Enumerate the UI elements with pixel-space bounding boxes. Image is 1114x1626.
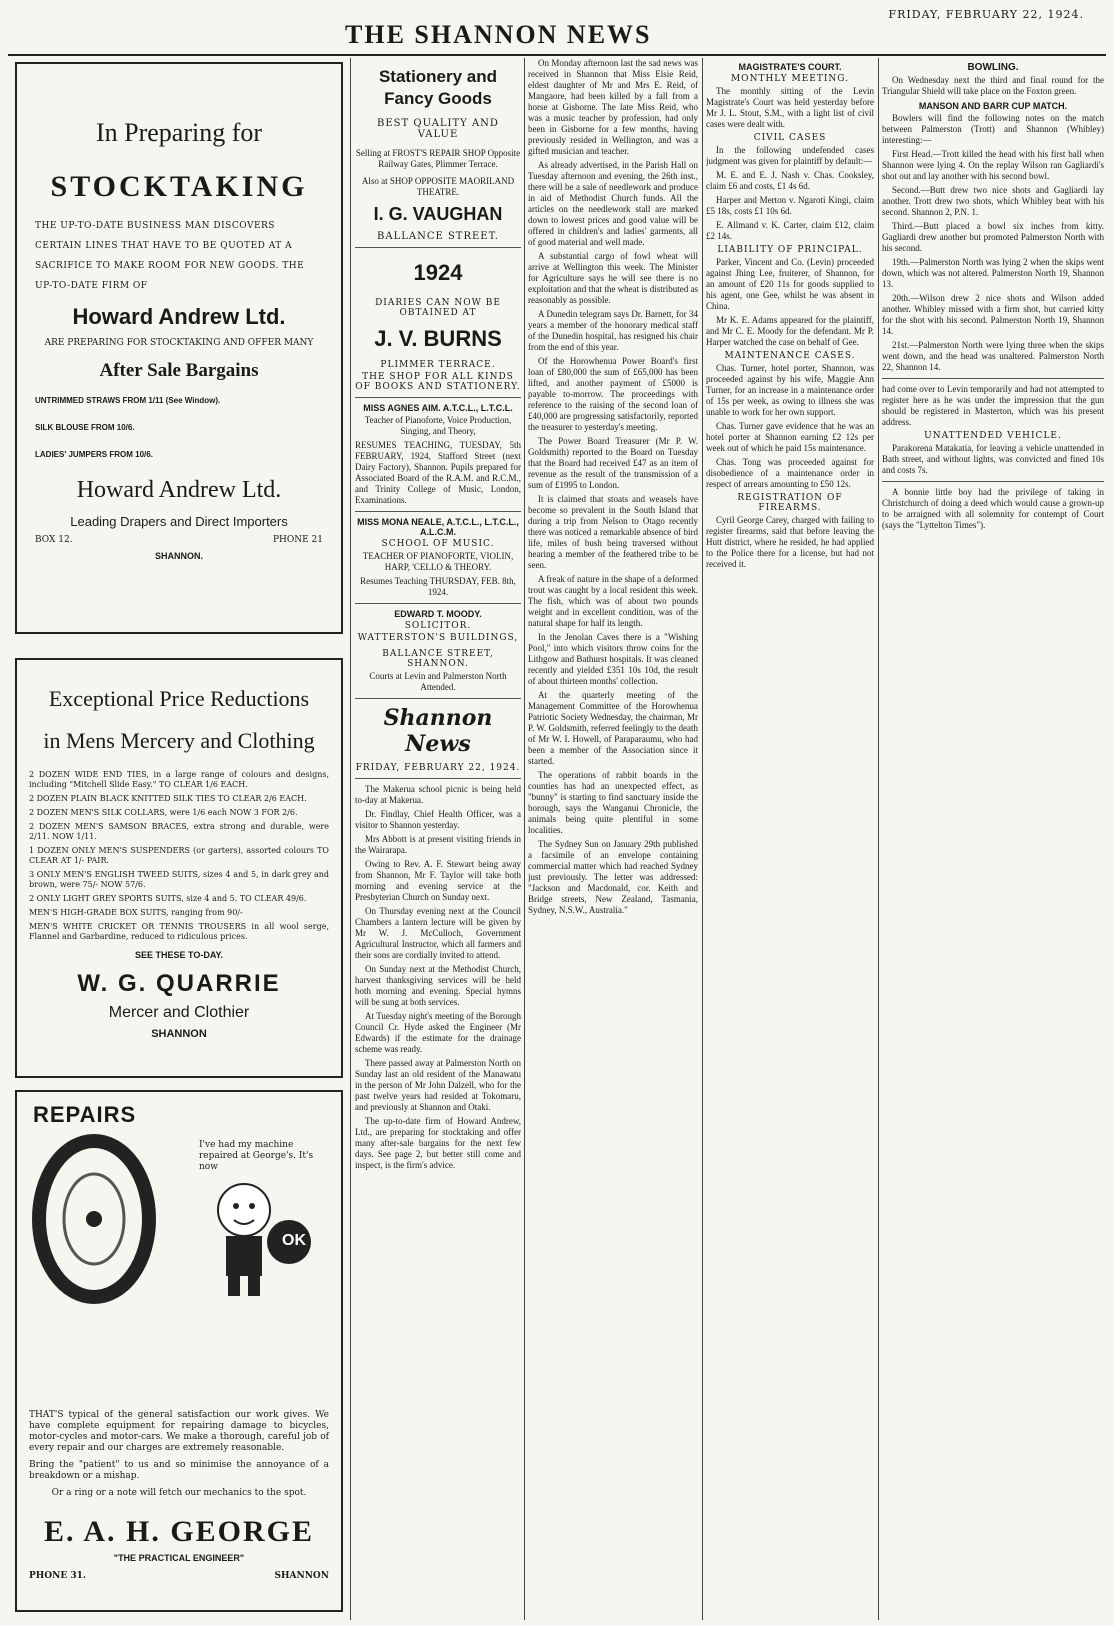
news-item: Mrs Abbott is at present visiting friends in the Wairarapa. [355,834,521,855]
neale-school: SCHOOL OF MUSIC. [381,539,495,549]
moody-building: WATTERSTON'S BUILDINGS, [357,633,519,643]
price-item: MEN'S WHITE CRICKET OR TENNIS TROUSERS in all wool serge, Flannel and Garbardine, reduced to ridiculous prices. [29,922,329,941]
merchant-name: W. G. QUARRIE [77,970,281,997]
ad-tagline: Leading Drapers and Direct Importers [70,514,288,529]
news-item: Cyril George Carey, charged with failing to register firearms, said that before leaving the Hutt district, where he resided, he had applied to the Police there for a license, but had not received it. [706,515,874,569]
aim-body: RESUMES TEACHING, TUESDAY, 5th FEBRUARY, 1924, Stafford Street (next Dairy Factory), Shannon. Pupils prepared for Associated Board of the R.A.M. and R.C.M., and Trinity College of Music, London, Examinations. [355,440,521,505]
george-town: SHANNON [274,1571,329,1581]
news-item: Second.—Butt drew two nice shots and Gagliardi lay another. Trott drew two shots, which Whibley beat with his second. Shannon 2, P.N. 1. [882,185,1104,217]
court-headline: MAGISTRATE'S COURT. [738,62,842,72]
bargain-item: LADIES' JUMPERS FROM 10/6. [35,450,153,459]
bargain-item: SILK BLOUSE FROM 10/6. [35,423,135,432]
news-item: The Sydney Sun on January 29th published a facsimile of an envelope containing commercial matter which had reached Sydney just previously. The letter was addressed: "Jackson and Macdonald, cor. Keith and Bridge streets, New Zealand, Tasmania, Sydney, N.S.W., Australia." [528,839,698,915]
section-heading: REGISTRATION OF FIREARMS. [737,493,843,513]
court-subheadline: MONTHLY MEETING. [730,74,850,84]
george-ad [15,1090,343,1612]
howard-andrew-ad [15,62,343,634]
news-item: Chas. Turner gave evidence that he was an hotel porter at Shannon earning £2 12s per week out of which he paid 15s maintenance. [706,421,874,453]
news-item: On Monday afternoon last the sad news was received in Shannon that Miss Elsie Reid, eldest daughter of Mr and Mrs E. Reid, of Mangaore, had been killed by a fall from a horse at Gisborne. The late Miss Reid, who was a music teacher by profession, had only been in Gisborne for a few months, having previously resided in Wellington, and was a gifted musician and teacher. [528,58,698,156]
price-item: 2 ONLY LIGHT GREY SPORTS SUITS, size 4 and 5. TO CLEAR 49/6. [29,894,307,903]
news-item: In the following undefended cases judgment was given for plaintiff by default:— [706,145,874,166]
nameplate-date: FRIDAY, FEBRUARY 22, 1924. [355,763,521,773]
news-item: As already advertised, in the Parish Hall on Tuesday afternoon and evening, the 26th inst., there will be a sale of needlework and produce in aid of Methodist Church funds. All the articles on the needlework stall are marked down to lowest prices and good value will be offered in children's and ladies' garments, all of good material and well made. [528,160,698,247]
speech-caption: I've had my machine repaired at George's. It's now [199,1140,314,1172]
price-item: 3 ONLY MEN'S ENGLISH TWEED SUITS, sizes 4 and 5, in dark grey and brown, were 75/- NOW 57/6. [29,870,329,889]
neale-name: MISS MONA NEALE, A.T.C.L., L.T.C.L., A.L.C.M. [357,517,519,537]
cup-headline: MANSON AND BARR CUP MATCH. [918,101,1068,111]
ad-town: SHANNON. [154,551,203,561]
aim-teacher: Teacher of Pianoforte, Voice Production, Singing, and Theory, [364,415,512,436]
merchant-trade: Mercer and Clothier [108,1004,250,1021]
phone-number: PHONE 21 [272,535,323,545]
column-3 [528,58,698,1620]
news-item: Harper and Merton v. Ngaroti Kingi, claim £5 18s, costs £1 10s 6d. [706,195,874,216]
news-item: Parakorena Matakatia, for leaving a vehicle unattended in Bath street, and without lights, was convicted and fined 10s and costs 7s. [882,443,1104,475]
wheel-icon [29,1134,169,1314]
news-item: Chas. Turner, hotel porter, Shannon, was proceeded against by his wife, Maggie Ann Turner, for an increase in a maintenance order of 15s per week, as owing to illness she was unable to work for her own support. [706,363,874,417]
news-item: 20th.—Wilson drew 2 nice shots and Wilson added another. Whibley missed with a firm shot, but carried kitty for the shot with his second. Palmerston North 19, Shannon 14. [882,293,1104,336]
news-item: At Tuesday night's meeting of the Borough Council Cr. Hyde asked the Engineer (Mr Edwards) if the estimate for the drainage scheme was ready. [355,1011,521,1054]
column-5 [882,58,1104,1620]
bargains-headline: After Sale Bargains [99,360,259,381]
year-headline: 1924 [413,260,463,285]
news-item: The operations of rabbit boards in the counties has had an unexpected effect, as "bunny" is starting to find sanctuary inside the borough, says the Wanganui Chronicle, the animals being quite plentiful in some localities. [528,770,698,835]
news-item: A Dunedin telegram says Dr. Barnett, for 34 years a member of the honorary medical staff of the Dunedin hospital, has resigned his chair from the end of this year. [528,309,698,352]
news-item: A freak of nature in the shape of a deformed trout was caught by a local resident this week. The fish, which was of about two pounds weight and in excellent condition, was of the natural shape for half its length. [528,574,698,628]
quarrie-ad [15,658,343,1078]
price-list [29,770,329,942]
bowling-headline: BOWLING. [967,62,1019,73]
news-item: E. Allmand v. K. Carter, claim £12, claim £2 14s. [706,220,874,241]
repairs-headline: REPAIRS [33,1102,137,1127]
burns-street: PLIMMER TERRACE. [380,360,496,370]
neale-resumes: Resumes Teaching THURSDAY, FEB. 8th, 1924. [360,576,516,597]
box-number: BOX 12. [35,535,73,545]
news-item: There passed away at Palmerston North on Sunday last an old resident of the Manawatu in the person of Mr John Dalzell, who for the past twelve years had resided at Tokomaru, and previously at Shannon and Otaki. [355,1058,521,1112]
george-phone: PHONE 31. [29,1571,86,1581]
news-item: The Makerua school picnic is being held to-day at Makerua. [355,784,521,805]
repairs-body: THAT'S typical of the general satisfaction our work gives. We have complete equipment for repairing damage to bicycles, motor-cycles and motor-cars. We make a thorough, careful job of every repair and our charges are extremely reasonable. [29,1410,329,1453]
news-item: On Sunday next at the Methodist Church, harvest thanksgiving services will be held both morning and evening. Special hymns will be sung at both services. [355,964,521,1007]
news-item: In the Jenolan Caves there is a "Wishing Pool," into which visitors throw coins for the Lithgow and Bathurst hospitals. It was cleaned recently and yielded £351 10s 10d, the result of about thirteen months' collection. [528,632,698,686]
repairs-ring: Or a ring or a note will fetch our mechanics to the spot. [51,1488,307,1498]
news-item: On Thursday evening next at the Council Chambers a lantern lecture will be given by Mr W. J. McCulloch, Government Agricultural Instructor, which all farmers and their sons are cordially invited to attend. [355,906,521,960]
news-item: The Power Board Treasurer (Mr P. W. Goldsmith) reported to the Board on Tuesday that the Board had received £47 as an item of revenue as the result of the transmission of a sum of £1995 to London. [528,436,698,490]
ad-body: THE UP-TO-DATE BUSINESS MAN DISCOVERS CERTAIN LINES THAT HAVE TO BE QUOTED AT A SACRIFICE TO MAKE ROOM FOR NEW GOODS. THE UP-TO-DATE FIRM OF [35,221,305,291]
stationery-headline: Stationery and Fancy Goods [378,67,498,108]
firm-name-2: Howard Andrew Ltd. [76,477,282,503]
neale-teacher: TEACHER OF PIANOFORTE, VIOLIN, HARP, 'CELLO & THEORY. [362,551,514,572]
aim-name: MISS AGNES AIM. A.T.C.L., L.T.C.L. [363,403,513,413]
news-item: Chas. Tong was proceeded against for disobedience of a maintenance order in respect of arrears amounting to £50 12s. [706,457,874,489]
news-item: It is claimed that stoats and weasels have become so prevalent in the South Island that during a trip from Nelson to Otago recently there was noticed a remarkable absence of bird life, miles of bush being traversed without hearing a member of the feathered tribe to be seen. [528,494,698,570]
bargain-item: UNTRIMMED STRAWS FROM 1/11 (See Window). [35,396,221,405]
news-item: Bowlers will find the following notes on the match between Palmerston (Trott) and Shannon (Whibley) interesting:— [882,113,1104,145]
price-item: 2 DOZEN WIDE END TIES, in a large range of colours and designs, including "Mitchell Slide Easy." TO CLEAR 1/6 EACH. [29,770,329,789]
nameplate: Shannon News [383,705,493,757]
ad-headline-stocktaking: STOCKTAKING [50,170,308,203]
news-item: Dr. Findlay, Chief Health Officer, was a visitor to Shannon yesterday. [355,809,521,830]
moody-street: BALLANCE STREET, SHANNON. [382,649,494,669]
price-item: 2 DOZEN MEN'S SAMSON BRACES, extra strong and durable, were 2/11. NOW 1/11. [29,822,329,841]
masthead [0,0,1114,62]
price-item: MEN'S HIGH-GRADE BOX SUITS, ranging from 90/- [29,908,243,917]
firm-name: Howard Andrew Ltd. [72,304,286,329]
burns-name: J. V. BURNS [374,326,502,351]
news-item: had come over to Levin temporarily and had not attempted to register here as he was under the impression that the gun should be registered in Masterton, which was his present address. [882,384,1104,427]
news-item: M. E. and E. J. Nash v. Chas. Cooksley, claim £6 and costs, £1 4s 6d. [706,170,874,191]
vaughan-name: I. G. VAUGHAN [373,204,503,224]
news-item: A substantial cargo of fowl wheat will arrive at Wellington this week. The Minister for Agriculture says he will see there is no exploitation and that the wheat is distributed as reasonably as possible. [528,251,698,305]
engineer-tag: "THE PRACTICAL ENGINEER" [113,1553,245,1563]
burns-shop: THE SHOP FOR ALL KINDS OF BOOKS AND STATIONERY. [355,372,521,392]
ad-headline-2: in Mens Mercery and Clothing [43,728,315,753]
section-heading: UNATTENDED VEHICLE. [924,431,1062,441]
news-item: The up-to-date firm of Howard Andrew, Ltd., are preparing for stocktaking and offer many after-sale bargains for the next few days. See page 2, but better still come and inspect, is the firm's advice. [355,1116,521,1170]
moody-courts: Courts at Levin and Palmerston North Attended. [369,671,507,692]
column-rule [702,58,703,1620]
moody-name: EDWARD T. MOODY. [394,609,482,619]
news-item: Mr K. E. Adams appeared for the plaintiff, and Mr C. E. Moody for the defendant. Mr P. Harper watched the case on behalf of Gee. [706,315,874,347]
price-item: 1 DOZEN ONLY MEN'S SUSPENDERS (or garters), assorted colours TO CLEAR AT 1/- PAIR. [29,846,329,865]
news-item: First Head.—Trott killed the head with his first ball when Shannon were lying 4. On the replay Wilson ran Gagliardi's shot out and lay another with his second bowl. [882,149,1104,181]
news-item: A bonnie little boy had the privilege of taking in Christchurch of doing a deed which would cause a grown-up to be arraigned with all solemnity for contempt of Court (says the "Lyttelton Times"). [882,487,1104,530]
diaries-notice: DIARIES CAN NOW BE OBTAINED AT [375,298,501,318]
news-item: Parker, Vincent and Co. (Levin) proceeded against Jhing Lee, fruiterer, of Shannon, for an amount of £20 11s for goods supplied to his agent, one Gee, whilst he was absent in China. [706,257,874,311]
news-item: Third.—Butt placed a bowl six inches from kitty. Gagliardi drew another but promoted Palmerston North with his second. [882,221,1104,253]
column-4 [706,58,874,1620]
price-item: 2 DOZEN PLAIN BLACK KNITTED SILK TIES TO CLEAR 2/6 EACH. [29,794,307,803]
stationery-sub: BEST QUALITY AND VALUE [377,118,499,140]
ad-headline: Exceptional Price Reductions [48,686,310,711]
repairs-bring: Bring the "patient" to us and so minimise the annoyance of a breakdown or a mishap. [29,1460,329,1481]
stationery-also: Also at SHOP OPPOSITE MAORILAND THEATRE. [361,176,515,197]
moody-title: SOLICITOR. [404,621,472,631]
column-2 [355,58,521,1620]
ok-badge: OK [282,1232,306,1249]
issue-date: FRIDAY, FEBRUARY 22, 1924. [888,8,1084,21]
column-rule [878,58,879,1620]
see-today: SEE THESE TO-DAY. [134,950,224,960]
section-heading: CIVIL CASES [753,133,827,143]
news-item: Of the Horowhenua Power Board's first loan of £80,000 the sum of £65,000 has been lifted, and another payment of £5000 is payable to-morrow. The proceedings with reference to the raising of the second loan of £40,000 are progressing satisfactorily, reported the treasurer to yesterday's meeting. [528,356,698,432]
newspaper-title: THE SHANNON NEWS [345,20,652,49]
news-item: Owing to Rev. A. F. Stewart being away from Shannon, Mr F. Taylor will take both morning and evening service at the Presbyterian Church on Sunday next. [355,859,521,902]
masthead-rule [8,54,1106,56]
column-rule [350,58,351,1620]
merchant-town: SHANNON [151,1028,207,1040]
price-item: 2 DOZEN MEN'S SILK COLLARS, were 1/6 each NOW 3 FOR 2/6. [29,808,298,817]
news-item: On Wednesday next the third and final round for the Triangular Shield will take place on the Foxton green. [882,75,1104,96]
news-item: 19th.—Palmerston North was lying 2 when the skips went down, which was not altered. Palmerston North 19, Shannon 13. [882,257,1104,289]
news-item: The monthly sitting of the Levin Magistrate's Court was held yesterday before Mr J. L. Stout, S.M., with a light list of civil cases were dealt with. [706,86,874,129]
stationery-sell: Selling at FROST'S REPAIR SHOP Opposite Railway Gates, Plimmer Terrace. [355,148,521,169]
vaughan-street: BALLANCE STREET. [377,231,499,242]
engineer-name: E. A. H. GEORGE [43,1515,315,1548]
ad-headline: In Preparing for [95,118,263,147]
column-rule [524,58,525,1620]
section-heading: LIABILITY OF PRINCIPAL. [717,245,863,255]
section-heading: MAINTENANCE CASES. [724,351,856,361]
ad-preparing: ARE PREPARING FOR STOCKTAKING AND OFFER MANY [44,338,314,348]
news-item: At the quarterly meeting of the Management Committee of the Horowhenua Patriotic Society Wednesday, the chairman, Mr P. W. Goldsmith, referred feelingly to the death of Mr W. I. Howell, of Paraparaumu, who had been a member of the Association since it started. [528,690,698,766]
news-item: 21st.—Palmerston North were lying three when the skips went down, and the head was unaltered. Palmerston North 22, Shannon 14. [882,340,1104,372]
